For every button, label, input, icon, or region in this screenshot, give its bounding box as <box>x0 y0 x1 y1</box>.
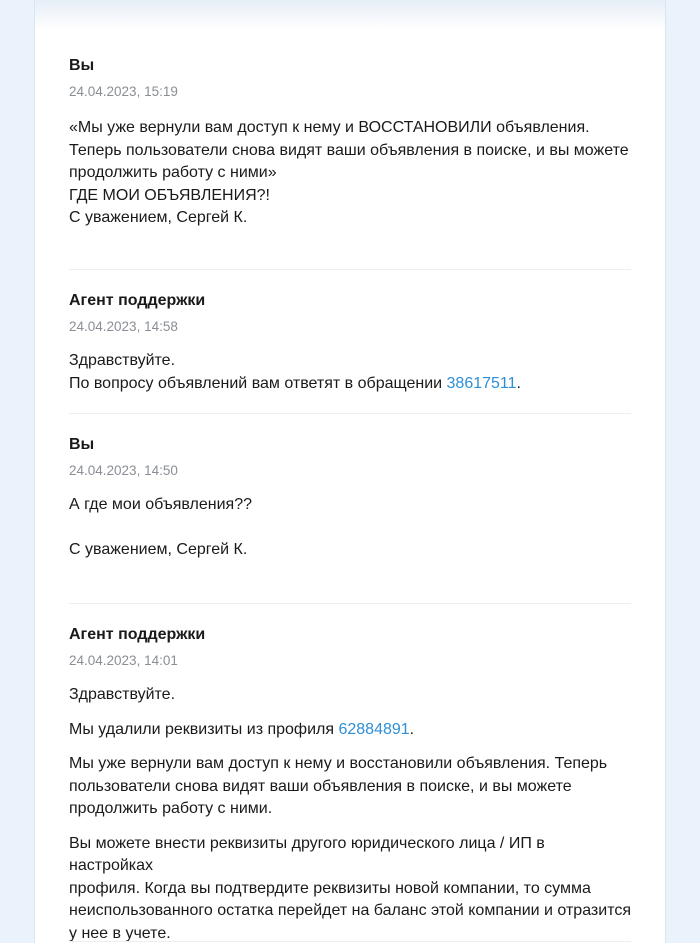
message-divider <box>69 413 631 414</box>
message-line: С уважением, Сергей К. <box>69 541 248 558</box>
message-line: С уважением, Сергей К. <box>69 209 248 226</box>
top-shadow <box>35 0 665 30</box>
profile-link[interactable]: 62884891 <box>338 720 410 738</box>
message-line: Здравствуйте. <box>69 352 176 369</box>
message-body <box>69 117 631 230</box>
message-line: Мы уже вернули вам доступ к нему и восстановили объявления. Теперь <box>69 755 608 772</box>
message-date: 24.04.2023, 14:50 <box>69 463 178 478</box>
message-text: . <box>516 374 521 392</box>
message-line: у нее в учете. <box>69 924 171 942</box>
message-line: А где мои объявления?? <box>69 496 252 513</box>
message-line: продолжить работу с ними» <box>69 164 277 181</box>
message-line: Вы можете внести реквизиты другого юридического лица / ИП в настройках <box>69 834 545 874</box>
message-line: Теперь пользователи снова видят ваши объявления в поиске, и вы можете <box>69 141 629 159</box>
message-line: «Мы уже вернули вам доступ к нему и ВОССТАНОВИЛИ объявления. <box>69 119 590 136</box>
message-agent-1 <box>69 291 631 395</box>
message-user-1 <box>69 56 631 230</box>
message-user-2 <box>69 435 631 562</box>
message-line: профиля. Когда вы подтвердите реквизиты новой компании, то сумма <box>69 879 591 897</box>
message-line: ГДЕ МОИ ОБЪЯВЛЕНИЯ?! <box>69 186 270 204</box>
message-author: Агент поддержки <box>69 292 206 309</box>
message-text: . <box>409 720 415 738</box>
message-divider <box>69 269 631 270</box>
message-line: Здравствуйте. <box>69 686 176 703</box>
ticket-link[interactable]: 38617511 <box>446 374 517 392</box>
message-line: пользователи снова видят ваши объявления в поиске, и вы можете <box>69 777 572 795</box>
message-body <box>69 350 631 395</box>
message-divider <box>69 941 631 942</box>
message-text: Мы удалили реквизиты из профиля <box>69 720 339 738</box>
message-agent-2 <box>69 625 631 943</box>
message-body <box>69 684 631 943</box>
message-author: Вы <box>69 57 95 74</box>
message-line <box>69 719 631 742</box>
message-author: Агент поддержки <box>69 626 206 643</box>
message-date: 24.04.2023, 14:58 <box>69 319 178 334</box>
message-date: 24.04.2023, 14:01 <box>69 653 178 668</box>
message-author: Вы <box>69 436 95 453</box>
message-text: По вопросу объявлений вам ответят в обращении <box>69 374 447 392</box>
message-date: 24.04.2023, 15:19 <box>69 84 178 99</box>
message-body <box>69 494 631 562</box>
message-divider <box>69 603 631 604</box>
message-line <box>69 373 631 396</box>
message-line: неиспользованного остатка перейдет на баланс этой компании и отразится <box>69 902 632 919</box>
message-line: продолжить работу с ними. <box>69 800 273 817</box>
conversation-card <box>34 0 666 943</box>
